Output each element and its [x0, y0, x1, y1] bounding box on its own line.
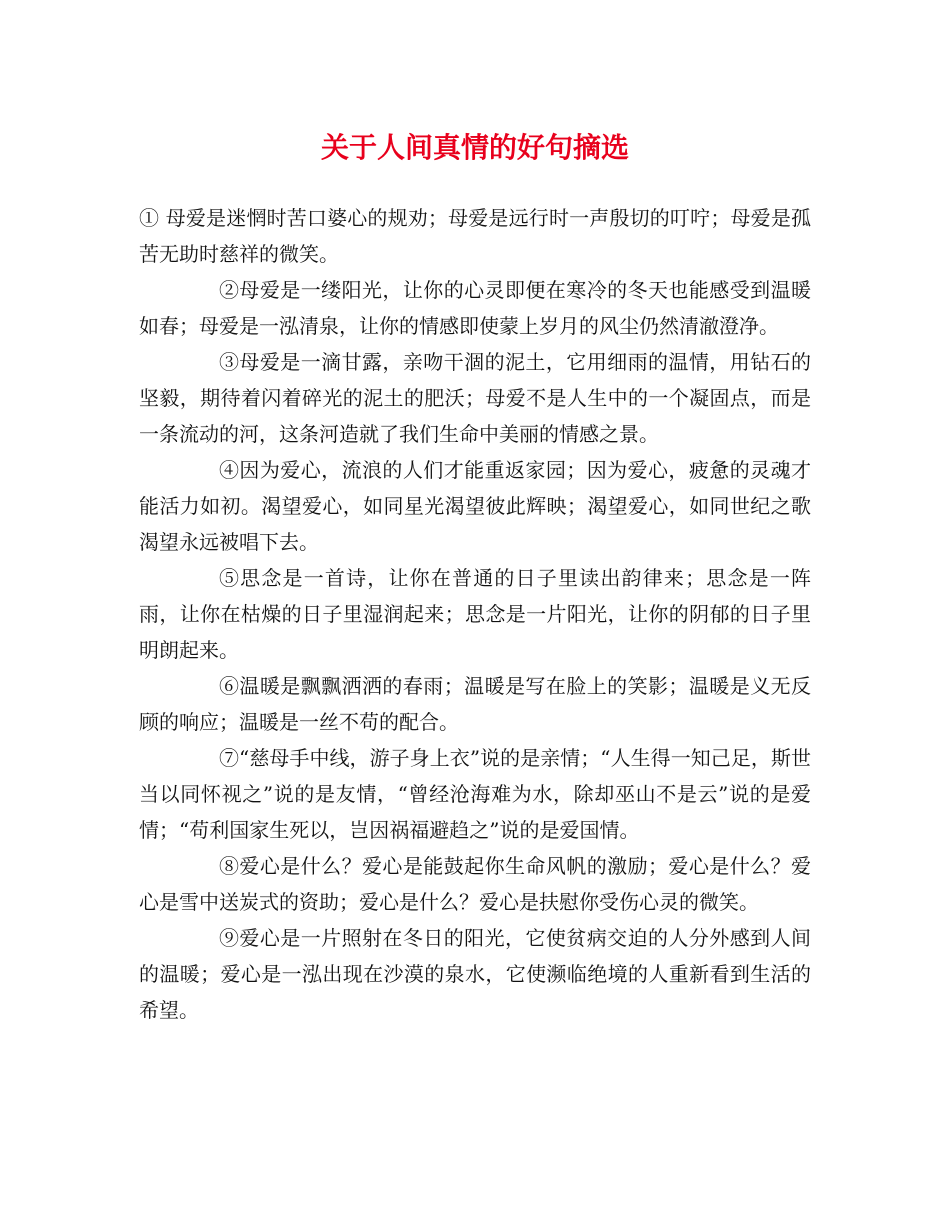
paragraph-2: ②母爱是一缕阳光，让你的心灵即便在寒冷的冬天也能感受到温暖如春；母爱是一泓清泉，让你的情感即使蒙上岁月的风尘仍然清澈澄净。: [139, 278, 811, 338]
paragraph-1: ① 母爱是迷惘时苦口婆心的规劝；母爱是远行时一声殷切的叮咛；母爱是孤苦无助时慈祥的微笑。: [139, 206, 811, 266]
paragraph-5: ⑤思念是一首诗，让你在普通的日子里读出韵律来；思念是一阵雨，让你在枯燥的日子里湿润起来；思念是一片阳光，让你的阴郁的日子里明朗起来。: [139, 566, 811, 662]
paragraph-6: ⑥温暖是飘飘洒洒的春雨；温暖是写在脸上的笑影；温暖是义无反顾的响应；温暖是一丝不苟的配合。: [139, 674, 811, 734]
document-body: [139, 200, 811, 1028]
paragraph-8: ⑧爱心是什么？爱心是能鼓起你生命风帆的激励；爱心是什么？爱心是雪中送炭式的资助；爱心是什么？爱心是扶慰你受伤心灵的微笑。: [139, 854, 811, 914]
paragraph-7: ⑦“慈母手中线，游子身上衣”说的是亲情；“人生得一知己足，斯世当以同怀视之”说的是友情，“曾经沧海难为水，除却巫山不是云”说的是爱情；“苟利国家生死以，岂因祸福避趋之”说的是爱国情。: [139, 746, 811, 842]
document-title: 关于人间真情的好句摘选: [320, 131, 629, 164]
paragraph-9: ⑨爱心是一片照射在冬日的阳光，它使贫病交迫的人分外感到人间的温暖；爱心是一泓出现在沙漠的泉水，它使濒临绝境的人重新看到生活的希望。: [139, 926, 811, 1022]
paragraph-4: ④因为爱心，流浪的人们才能重返家园；因为爱心，疲惫的灵魂才能活力如初。渴望爱心，如同星光渴望彼此辉映；渴望爱心，如同世纪之歌渴望永远被唱下去。: [139, 458, 811, 554]
paragraph-3: ③母爱是一滴甘露，亲吻干涸的泥土，它用细雨的温情，用钻石的坚毅，期待着闪着碎光的泥土的肥沃；母爱不是人生中的一个凝固点，而是一条流动的河，这条河造就了我们生命中美丽的情感之景。: [139, 350, 811, 446]
